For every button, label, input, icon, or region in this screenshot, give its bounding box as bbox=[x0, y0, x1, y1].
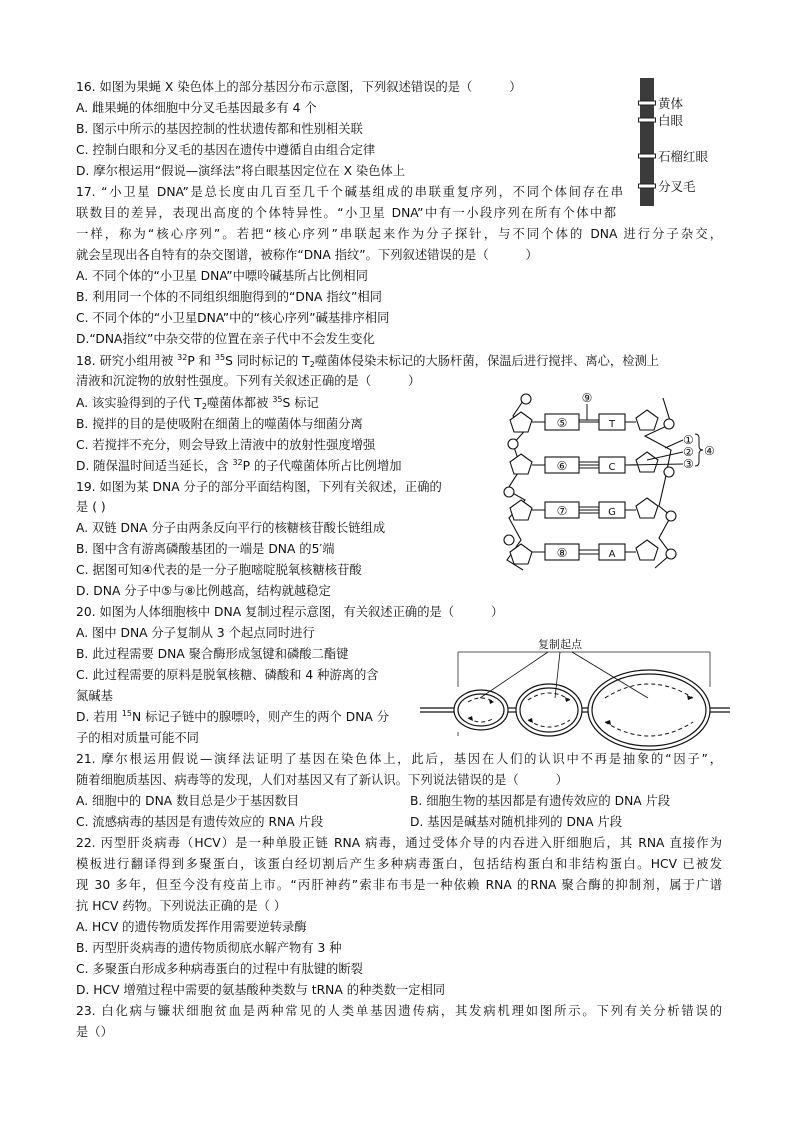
q22-option-b: B. 丙型肝炎病毒的遗传物质彻底水解产物有 3 种 bbox=[76, 941, 342, 955]
q17-option-b: B. 利用同一个体的不同组织细胞得到的“DNA 指纹”相同 bbox=[76, 290, 382, 304]
phosphate-circle bbox=[666, 549, 676, 559]
q20-option-d-line-2: 子的相对质量可能不同 bbox=[76, 731, 199, 745]
deoxyribose-pentagon bbox=[636, 410, 658, 430]
q20-stem: 20. 如图为人体细胞核中 DNA 复制过程示意图，有关叙述正确的是（ ） bbox=[76, 605, 504, 619]
q16-option-d: D. 摩尔根运用“假说—演绎法”将白眼基因定位在 X 染色体上 bbox=[76, 164, 406, 178]
replication-bubble-medium bbox=[516, 684, 582, 736]
base-letter: A bbox=[608, 549, 616, 560]
q22-stem-line-1: 22. 丙型肝炎病毒（HCV）是一种单股正链 RNA 病毒，通过受体介导的内吞进入肝细胞后，其 RNA 直接作为 bbox=[76, 836, 722, 850]
gene-locus-forked-bristle bbox=[639, 184, 656, 188]
gene-locus-yellow-body bbox=[639, 101, 656, 105]
base-letter: T bbox=[608, 419, 616, 430]
replication-bubble-large bbox=[592, 674, 706, 746]
q19-option-b: B. 图中含有游离磷酸基团的一端是 DNA 的5′端 bbox=[76, 542, 335, 556]
replication-bubble-large bbox=[588, 670, 710, 750]
dna-replication-figure bbox=[420, 632, 730, 752]
q18-option-d: D. 随保温时间适当延长，含 $^{32}$P 的子代噬菌体所占比例增加 bbox=[76, 458, 402, 473]
q18-option-a: A. 该实验得到的子代 $T_2$噬菌体都被 $^{35}$S 标记 bbox=[76, 395, 319, 411]
q20-option-a: A. 图中 DNA 分子复制从 3 个起点同时进行 bbox=[76, 626, 315, 640]
q16-option-a: A. 雌果蝇的体细胞中分叉毛基因最多有 4 个 bbox=[76, 101, 317, 115]
q22-stem-line-2: 模板进行翻译得到多聚蛋白，该蛋白经切割后产生多种病毒蛋白，包括结构蛋白和非结构蛋白。HCV 已被发 bbox=[76, 857, 722, 871]
replication-bubble-small bbox=[458, 694, 504, 726]
gene-label: 分叉毛 bbox=[658, 179, 696, 194]
brace bbox=[695, 434, 703, 466]
q22-option-a: A. HCV 的遗传物质发挥作用需要逆转录酶 bbox=[76, 920, 307, 934]
leader-line bbox=[665, 440, 683, 448]
base-number-label: ⑧ bbox=[556, 546, 568, 560]
leader-line bbox=[625, 464, 683, 465]
q19-stem-line-2: 是 ( ) bbox=[76, 500, 106, 514]
q18-option-c: C. 若搅拌不充分，则会导致上清液中的放射性强度增强 bbox=[76, 438, 376, 452]
daughter-strand bbox=[528, 693, 570, 700]
dna-structure-figure bbox=[495, 388, 725, 578]
q17-stem-line-3: 一样，称为“核心序列”。若把“核心序列”串联起来作为分子探针，与不同个体的 DNA 进行分子杂交， bbox=[76, 227, 722, 241]
label-base: ③ bbox=[683, 457, 694, 471]
base-letter: G bbox=[608, 507, 616, 518]
q21-option-b: B. 细胞生物的基因都是有遗传效应的 DNA 片段 bbox=[410, 794, 671, 808]
replication-origin-label: 复制起点 bbox=[538, 638, 582, 651]
phosphate-circle bbox=[664, 467, 674, 477]
phosphate-circle bbox=[521, 394, 531, 404]
q18-option-b: B. 搅拌的目的是使吸附在细菌上的噬菌体与细菌分离 bbox=[76, 417, 363, 431]
gene-label: 白眼 bbox=[658, 113, 684, 128]
gene-label: 黄体 bbox=[658, 96, 684, 111]
daughter-strand bbox=[605, 684, 693, 698]
q16-stem: 16. 如图为果蝇 X 染色体上的部分基因分布示意图，下列叙述错误的是（ ） bbox=[76, 80, 522, 94]
q17-option-c: C. 不同个体的“小卫星DNA”中的“核心序列”碱基排序相同 bbox=[76, 311, 390, 325]
q21-option-a: A. 细胞中的 DNA 数目总是少于基因数目 bbox=[76, 794, 300, 808]
deoxyribose-pentagon bbox=[510, 544, 532, 564]
q22-stem-line-4: 抗 HCV 药物。下列说法正确的是（ ） bbox=[76, 899, 287, 913]
q17-option-d: D.“DNA指纹”中杂交带的位置在亲子代中不会发生变化 bbox=[76, 332, 375, 346]
gene-locus-garnet-eye bbox=[639, 154, 656, 158]
deoxyribose-pentagon bbox=[636, 540, 658, 560]
phosphate-circle bbox=[504, 535, 514, 545]
q22-option-c: C. 多聚蛋白形成多种病毒蛋白的过程中有肽键的断裂 bbox=[76, 962, 363, 976]
label-phosphate: ① bbox=[683, 433, 694, 447]
q17-stem-line-4: 就会呈现出各自特有的杂交图谱，被称作“DNA 指纹”。下列叙述错误的是（ ） bbox=[76, 248, 538, 262]
deoxyribose-pentagon bbox=[636, 452, 658, 472]
deoxyribose-pentagon bbox=[510, 454, 532, 474]
q19-option-a: A. 双链 DNA 分子由两条反向平行的核糖核苷酸长链组成 bbox=[76, 521, 386, 535]
q21-stem-line-1: 21. 摩尔根运用假说—演绎法证明了基因在染色体上，此后，基因在人们的认识中不再是抽象的“因子”， bbox=[76, 752, 722, 766]
gene-label: 石榴红眼 bbox=[658, 149, 709, 164]
label-nucleotide: ④ bbox=[704, 444, 715, 458]
direction-arrow bbox=[489, 699, 494, 704]
replication-bubble-medium bbox=[520, 688, 578, 732]
q23-stem-line-1: 23. 白化病与镰状细胞贫血是两种常见的人类单基因遗传病，其发病机理如图所示。下列有关分析错误的 bbox=[76, 1004, 722, 1018]
q21-option-c: C. 流感病毒的基因是有遗传效应的 RNA 片段 bbox=[76, 815, 324, 829]
x-chromosome-figure bbox=[632, 76, 722, 210]
replication-bubble-small bbox=[454, 690, 508, 730]
phosphate-circle bbox=[504, 487, 514, 497]
phosphate-circle bbox=[508, 439, 518, 449]
phosphate-circle bbox=[664, 419, 674, 429]
q18-stem-line-1: 18. 研究小组用被 $^{32}$P 和 $^{35}$S 同时标记的 $T_2$噬菌体侵染未标记的大肠杆菌，保温后进行搅拌、离心，检测上 bbox=[76, 353, 660, 369]
label-hydrogen-bond: ⑨ bbox=[581, 391, 593, 405]
q19-stem-line-1: 19. 如图为某 DNA 分子的部分平面结构图，下列有关叙述，正确的 bbox=[76, 480, 442, 494]
q21-option-d: D. 基因是碱基对随机排列的 DNA 片段 bbox=[410, 815, 623, 829]
deoxyribose-pentagon bbox=[636, 498, 658, 518]
base-number-label: ⑤ bbox=[556, 416, 568, 430]
phosphate-circle bbox=[666, 511, 676, 521]
base-number-label: ⑦ bbox=[556, 504, 568, 518]
pointer-line bbox=[555, 652, 560, 698]
daughter-strand bbox=[528, 720, 570, 727]
q22-stem-line-3: 现 30 多年，但至今没有疫苗上市。“丙肝神药”索非布韦是一种依赖 RNA 的RNA 聚合酶的抑制剂，属于广谱 bbox=[76, 878, 722, 892]
q19-option-c: C. 据图可知④代表的是一分子胞嘧啶脱氧核糖核苷酸 bbox=[76, 563, 362, 577]
q20-option-b: B. 此过程需要 DNA 聚合酶形成氢键和磷酸二酯键 bbox=[76, 647, 349, 661]
q20-option-c-line-1: C. 此过程需要的原料是脱氧核糖、磷酸和 4 种游离的含 bbox=[76, 668, 379, 682]
q17-stem-line-2: 联数目的差异，表现出高度的个体特异性。“小卫星 DNA”中有一小段序列在所有个体中都 bbox=[76, 206, 616, 220]
q18-stem-line-2: 清液和沉淀物的放射性强度。下列有关叙述正确的是（ ） bbox=[76, 374, 421, 388]
q17-option-a: A. 不同个体的“小卫星 DNA”中嘌呤碱基所占比例相同 bbox=[76, 269, 368, 283]
label-deoxyribose: ② bbox=[683, 445, 694, 459]
gene-locus-white-eye bbox=[639, 118, 656, 122]
deoxyribose-pentagon bbox=[510, 500, 532, 520]
q19-option-d: D. DNA 分子中⑤与⑧比例越高，结构就越稳定 bbox=[76, 584, 331, 598]
q20-option-d-line-1: D. 若用 $^{15}$N 标记子链中的腺嘌呤，则产生的两个 DNA 分 bbox=[76, 709, 390, 724]
q16-option-c: C. 控制白眼和分叉毛的基因在遗传中遵循自由组合定律 bbox=[76, 143, 376, 157]
q22-option-d: D. HCV 增殖过程中需要的氨基酸种类数与 tRNA 的种类数一定相同 bbox=[76, 983, 446, 997]
base-number-label: ⑥ bbox=[556, 459, 568, 473]
q16-option-b: B. 图示中所示的基因控制的性状遗传都和性别相关联 bbox=[76, 122, 363, 136]
q17-stem-line-1: 17. “小卫星 DNA”是总长度由几百至几千个碱基组成的串联重复序列，不同个体间存在串 bbox=[76, 185, 623, 199]
q20-option-c-line-2: 氮碱基 bbox=[76, 689, 113, 703]
q21-stem-line-2: 随着细胞质基因、病毒等的发现，人们对基因又有了新认识。下列说法错误的是（ ） bbox=[76, 773, 568, 787]
base-letter: C bbox=[608, 462, 616, 473]
daughter-strand bbox=[605, 722, 693, 736]
q23-stem-line-2: 是（） bbox=[76, 1025, 113, 1039]
